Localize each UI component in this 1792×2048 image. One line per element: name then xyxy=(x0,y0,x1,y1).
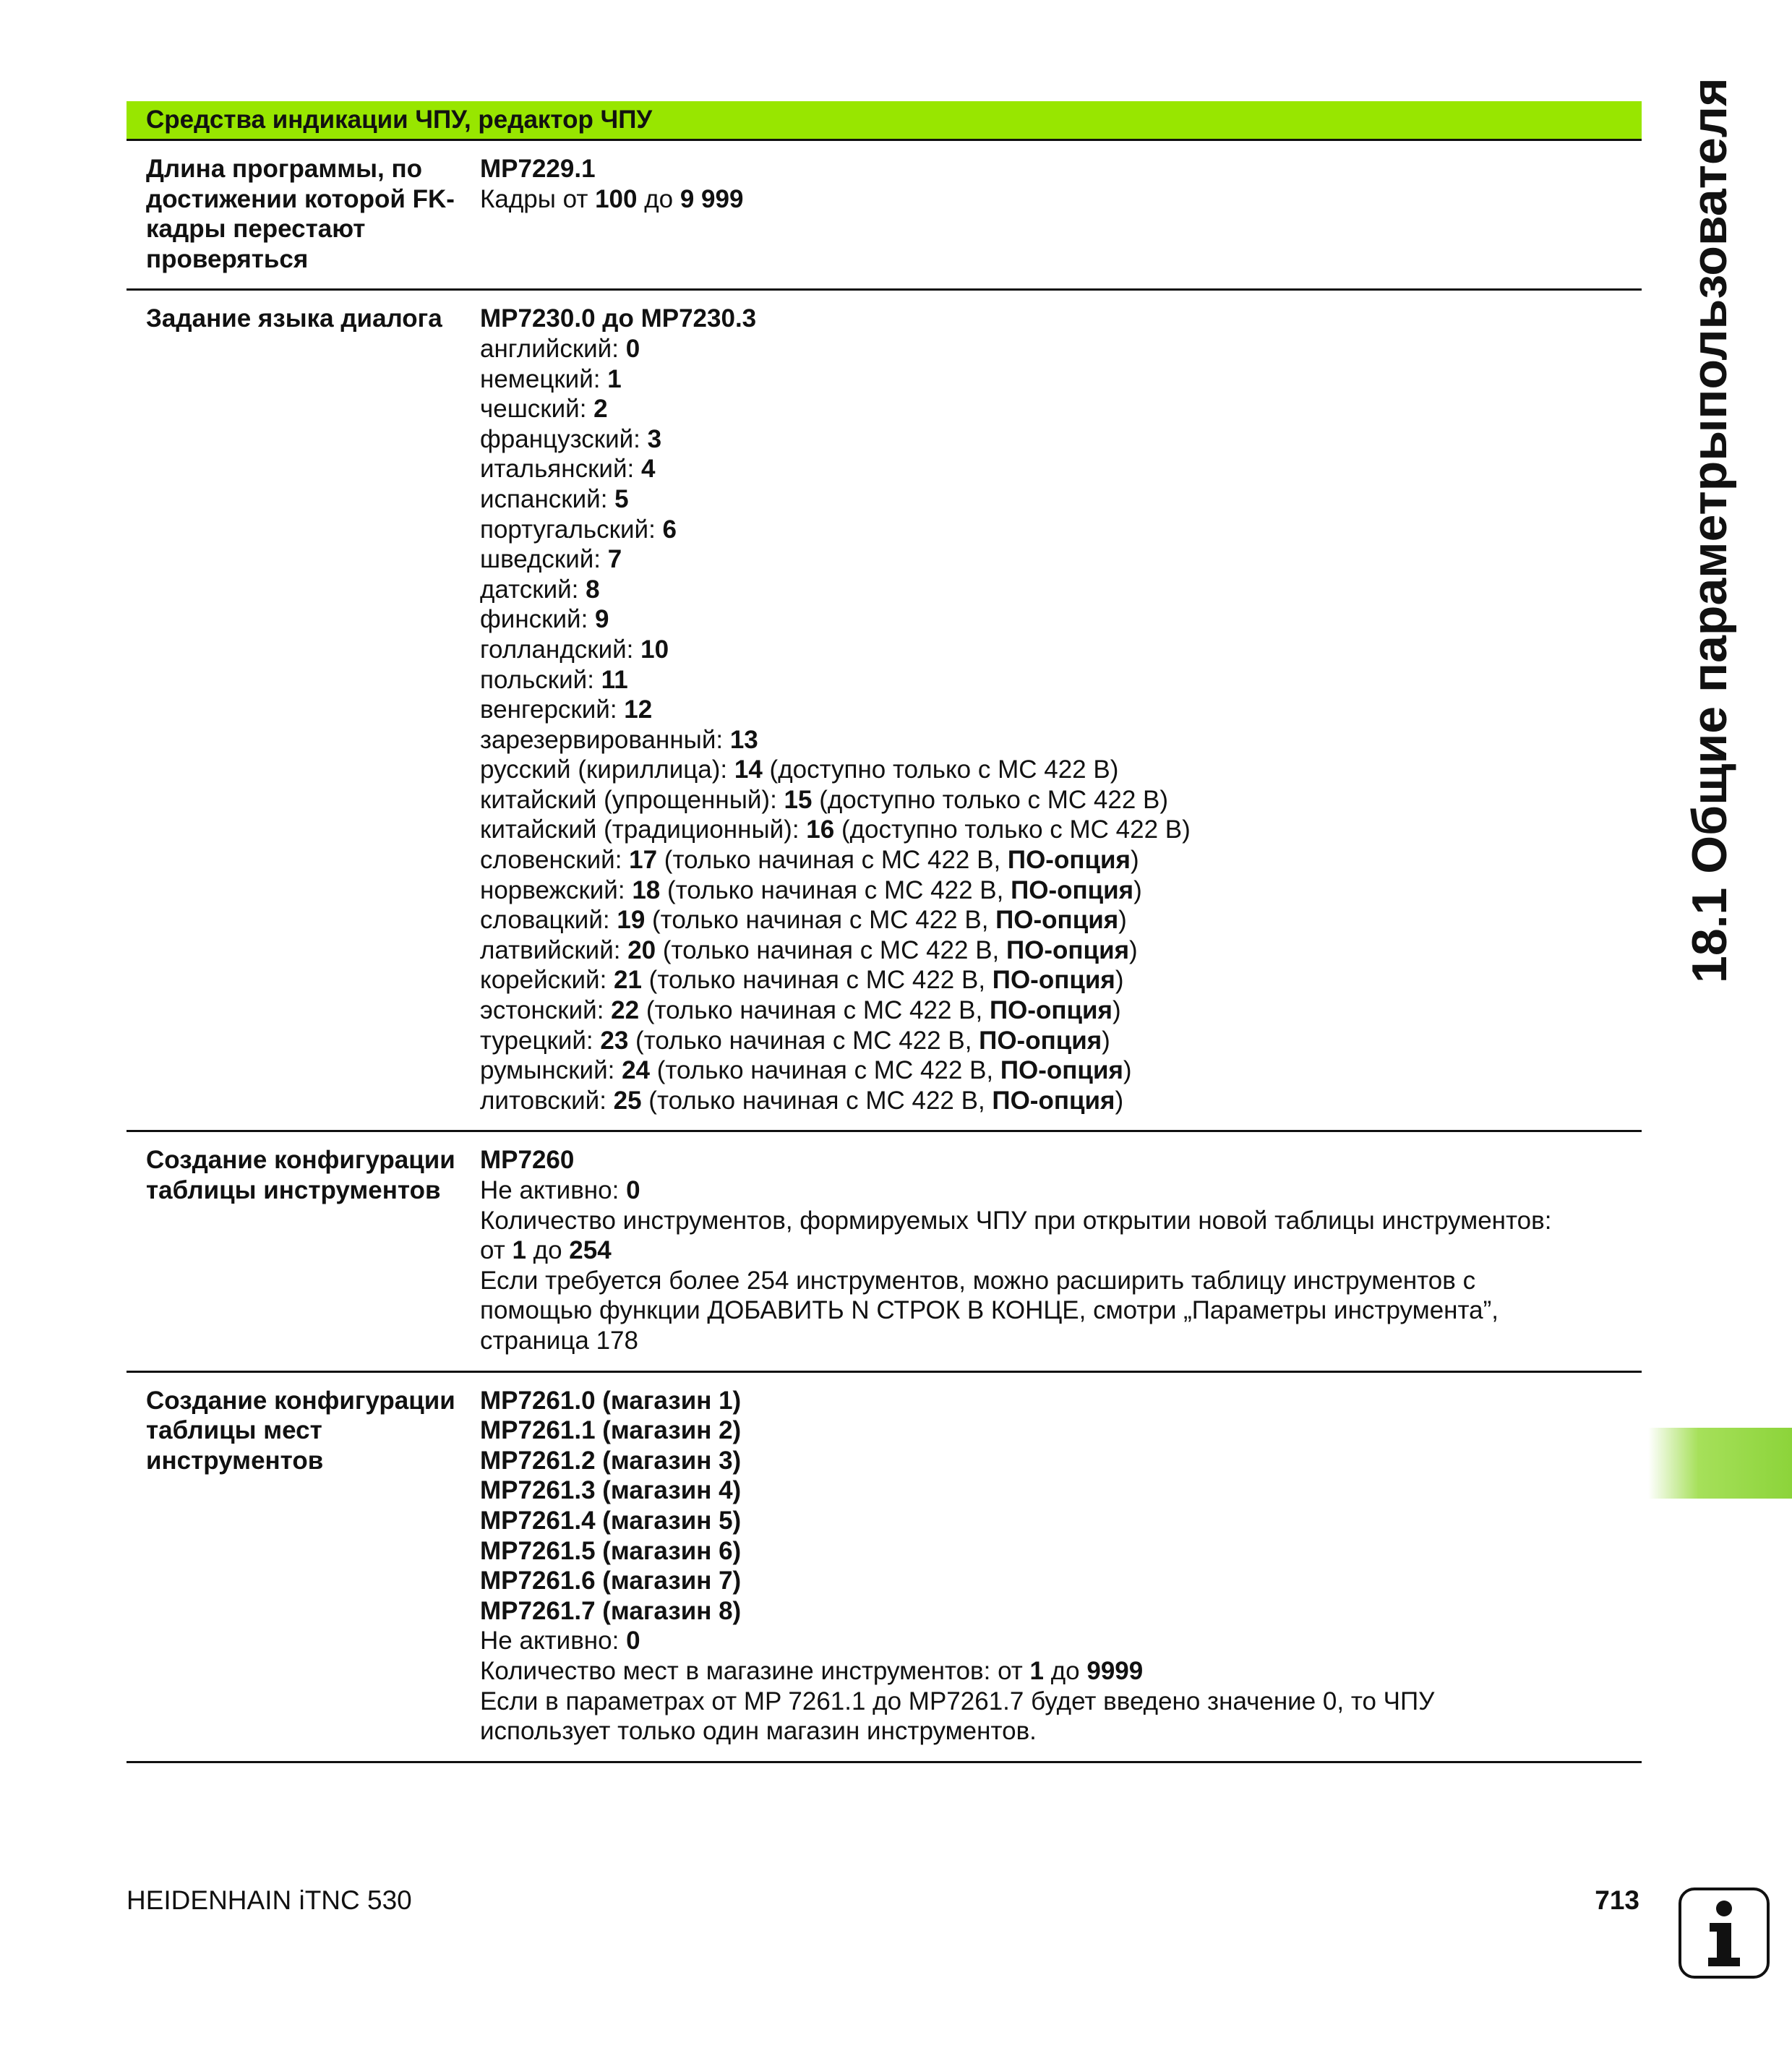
content-line xyxy=(480,1687,1627,1717)
text-segment: (только начиная с MC 422 B, xyxy=(660,875,1011,904)
content-line xyxy=(480,1626,1627,1656)
row-label: Создание конфигурации таблицы инструментов xyxy=(146,1146,455,1204)
bold-text: 1 xyxy=(1029,1656,1045,1685)
content-line xyxy=(480,424,1627,455)
text-segment: венгерский: xyxy=(480,695,625,724)
content-line xyxy=(480,1206,1627,1236)
bold-text: 10 xyxy=(640,635,669,664)
text-segment: немецкий: xyxy=(480,364,608,393)
bold-text: 5 xyxy=(614,484,629,513)
bold-text: 11 xyxy=(601,665,628,694)
content-line xyxy=(480,1175,1627,1206)
text-segment: эстонский: xyxy=(480,996,612,1025)
text-segment: ) xyxy=(1115,1086,1124,1115)
text-segment: до xyxy=(637,184,680,213)
row-label: Создание конфигурации таблицы мест инструментов xyxy=(146,1386,455,1475)
text-segment: латвийский: xyxy=(480,935,628,964)
text-segment: Не активно: xyxy=(480,1176,627,1204)
text-segment: Кадры от xyxy=(480,184,596,213)
content-line xyxy=(480,1326,1627,1356)
bold-text: ПО-опция xyxy=(989,996,1113,1025)
bold-text: MP7261.5 (магазин 6) xyxy=(480,1536,742,1565)
text-segment: португальский: xyxy=(480,515,663,544)
text-segment: китайский (традиционный): xyxy=(480,815,807,844)
text-segment: Количество инструментов, формируемых ЧПУ при открытии новой таблицы инструментов: xyxy=(480,1206,1552,1235)
content-line xyxy=(480,635,1627,665)
table-row xyxy=(127,1132,1642,1372)
row-label: Задание языка диалога xyxy=(146,304,442,333)
bold-text: 100 xyxy=(595,184,638,213)
text-segment: финский: xyxy=(480,605,596,634)
page-number: 713 xyxy=(1595,1885,1639,1915)
content-line xyxy=(480,935,1627,966)
text-segment: (только начиная с MC 422 B, xyxy=(645,906,996,935)
bold-text: MP7261.4 (магазин 5) xyxy=(480,1506,742,1535)
content-line xyxy=(480,1536,1627,1567)
content-line xyxy=(480,965,1627,995)
content-line xyxy=(480,1475,1627,1506)
bold-text: 0 xyxy=(626,1176,640,1204)
text-segment: Не активно: xyxy=(480,1627,627,1655)
text-segment: ) xyxy=(1118,906,1127,935)
chapter-side-title: 18.1 Общие параметрыпользователя xyxy=(1682,77,1737,983)
text-segment: использует только один магазин инструментов. xyxy=(480,1717,1037,1746)
text-segment: голландский: xyxy=(480,635,641,664)
text-segment: (только начиная с MC 422 B, xyxy=(657,846,1008,875)
content-line xyxy=(480,1566,1627,1596)
bold-text: ПО-опция xyxy=(992,966,1115,995)
content-line xyxy=(480,815,1627,845)
bold-text: 0 xyxy=(626,1627,640,1655)
content-line xyxy=(480,575,1627,605)
content-line xyxy=(480,184,1627,215)
text-segment: (только начиная с MC 422 B, xyxy=(628,1026,979,1055)
content-line xyxy=(480,995,1627,1026)
bold-text: ПО-опция xyxy=(1007,846,1131,875)
bold-text: ПО-опция xyxy=(1006,935,1130,964)
content-line xyxy=(480,1415,1627,1446)
bold-text: 9 xyxy=(595,605,609,634)
bold-text: ПО-опция xyxy=(979,1026,1102,1055)
text-segment: (доступно только с MC 422 B) xyxy=(762,755,1119,784)
text-segment: ) xyxy=(1112,996,1121,1025)
text-segment: до xyxy=(1044,1656,1087,1685)
row-label: Длина программы, по достижении которой FK-кадры перестают проверяться xyxy=(146,155,455,273)
content-line xyxy=(480,1716,1627,1747)
text-segment: (доступно только с MC 422 B) xyxy=(812,785,1169,814)
text-segment: (только начиная с MC 422 B, xyxy=(641,966,993,995)
text-segment: русский (кириллица): xyxy=(480,755,734,784)
text-segment: польский: xyxy=(480,665,601,694)
content-line xyxy=(480,1295,1627,1326)
bold-text: 18 xyxy=(632,875,661,904)
bold-text: MP7261.0 (магазин 1) xyxy=(480,1386,742,1415)
text-segment: ) xyxy=(1115,966,1124,995)
bold-text: MP7230.0 до MP7230.3 xyxy=(480,304,757,333)
bold-text: 9 999 xyxy=(679,184,744,213)
text-segment: литовский: xyxy=(480,1086,614,1115)
bold-text: 7 xyxy=(607,545,622,574)
text-segment: зарезервированный: xyxy=(480,725,730,754)
bold-text: 1 xyxy=(512,1236,526,1265)
text-segment: (доступно только с MC 422 B) xyxy=(834,815,1191,844)
content-line xyxy=(480,905,1627,935)
bold-text: MP7260 xyxy=(480,1146,575,1175)
content-line xyxy=(480,154,1627,184)
content-line xyxy=(480,1266,1627,1296)
bold-text: 25 xyxy=(613,1086,642,1115)
table-row xyxy=(127,291,1642,1132)
text-segment: от xyxy=(480,1236,513,1265)
content-line xyxy=(480,394,1627,424)
text-segment: ) xyxy=(1129,935,1138,964)
bold-text: 254 xyxy=(569,1236,612,1265)
row-content xyxy=(480,1386,1642,1747)
content-line xyxy=(480,454,1627,484)
text-segment: ) xyxy=(1123,1056,1132,1085)
bold-text: 22 xyxy=(611,996,640,1025)
content-line xyxy=(480,845,1627,875)
footer-product: HEIDENHAIN iTNC 530 xyxy=(127,1885,412,1915)
content-line xyxy=(480,1446,1627,1476)
bold-text: ПО-опция xyxy=(1000,1056,1123,1085)
bold-text: 4 xyxy=(640,455,656,484)
content-line xyxy=(480,544,1627,575)
content-line xyxy=(480,1086,1627,1116)
text-segment: Если в параметрах от MP 7261.1 до MP7261.7 будет введено значение 0, то ЧПУ xyxy=(480,1687,1435,1715)
text-segment: китайский (упрощенный): xyxy=(480,785,784,814)
content-line xyxy=(480,1145,1627,1175)
content-line xyxy=(480,604,1627,635)
bold-text: 17 xyxy=(629,846,658,875)
content-line xyxy=(480,665,1627,695)
text-segment: словенский: xyxy=(480,846,630,875)
table-row xyxy=(127,141,1642,291)
table-header: Средства индикации ЧПУ, редактор ЧПУ xyxy=(127,101,1642,141)
bold-text: 13 xyxy=(729,725,758,754)
bold-text: ПО-опция xyxy=(1011,875,1134,904)
bold-text: ПО-опция xyxy=(995,906,1119,935)
text-segment: Количество мест в магазине инструментов: от xyxy=(480,1656,1030,1685)
content-line xyxy=(480,484,1627,515)
row-content xyxy=(480,304,1642,1115)
text-segment: английский: xyxy=(480,334,626,363)
content-line xyxy=(480,785,1627,815)
text-segment: (только начиная с MC 422 B, xyxy=(656,935,1006,964)
chapter-tab-marker xyxy=(1648,1428,1792,1499)
text-segment: до xyxy=(526,1236,570,1265)
text-segment: (только начиная с MC 422 B, xyxy=(650,1056,1000,1085)
bold-text: 15 xyxy=(784,785,813,814)
bold-text: ПО-опция xyxy=(992,1086,1115,1115)
info-icon xyxy=(1678,1887,1770,1979)
text-segment: словацкий: xyxy=(480,906,617,935)
text-segment: ) xyxy=(1130,846,1139,875)
parameter-table xyxy=(127,101,1642,1763)
text-segment: страница 178 xyxy=(480,1326,638,1355)
content-line xyxy=(480,1235,1627,1266)
text-segment: итальянский: xyxy=(480,455,641,484)
text-segment: шведский: xyxy=(480,545,608,574)
text-segment: норвежский: xyxy=(480,875,633,904)
content-line xyxy=(480,334,1627,364)
content-line xyxy=(480,875,1627,906)
content-line xyxy=(480,515,1627,545)
bold-text: 12 xyxy=(624,695,653,724)
bold-text: MP7229.1 xyxy=(480,155,596,183)
bold-text: 16 xyxy=(806,815,835,844)
bold-text: 21 xyxy=(614,966,642,995)
row-content xyxy=(480,1145,1642,1355)
text-segment: румынский: xyxy=(480,1056,622,1085)
text-segment: французский: xyxy=(480,424,648,453)
bold-text: 24 xyxy=(622,1056,651,1085)
row-content xyxy=(480,154,1642,274)
content-line xyxy=(480,364,1627,395)
text-segment: датский: xyxy=(480,575,586,604)
text-segment: помощью функции ДОБАВИТЬ N СТРОК В КОНЦЕ, смотри „Параметры инструмента”, xyxy=(480,1296,1499,1325)
bold-text: MP7261.1 (магазин 2) xyxy=(480,1416,742,1445)
text-segment: чешский: xyxy=(480,395,594,424)
content-line xyxy=(480,1596,1627,1627)
bold-text: 0 xyxy=(625,334,640,363)
content-line xyxy=(480,695,1627,725)
bold-text: 1 xyxy=(607,364,622,393)
content-line xyxy=(480,1386,1627,1416)
content-line xyxy=(480,1055,1627,1086)
content-line xyxy=(480,1506,1627,1536)
text-segment: (только начиная с MC 422 B, xyxy=(641,1086,993,1115)
text-segment: ) xyxy=(1102,1026,1110,1055)
bold-text: 9999 xyxy=(1086,1656,1144,1685)
bold-text: 23 xyxy=(600,1026,629,1055)
content-line xyxy=(480,755,1627,785)
bold-text: 20 xyxy=(627,935,656,964)
content-line xyxy=(480,1026,1627,1056)
table-body xyxy=(127,141,1642,1763)
table-row xyxy=(127,1373,1642,1763)
content-line xyxy=(480,304,1627,334)
bold-text: MP7261.7 (магазин 8) xyxy=(480,1596,742,1625)
bold-text: 3 xyxy=(647,424,662,453)
bold-text: MP7261.6 (магазин 7) xyxy=(480,1567,742,1595)
text-segment: (только начиная с MC 422 B, xyxy=(639,996,990,1025)
text-segment: корейский: xyxy=(480,966,614,995)
bold-text: 8 xyxy=(586,575,600,604)
content-line xyxy=(480,725,1627,755)
bold-text: 6 xyxy=(662,515,677,544)
bold-text: 14 xyxy=(734,755,763,784)
bold-text: 19 xyxy=(617,906,646,935)
bold-text: MP7261.3 (магазин 4) xyxy=(480,1476,742,1505)
text-segment: ) xyxy=(1133,875,1142,904)
bold-text: MP7261.2 (магазин 3) xyxy=(480,1446,742,1475)
content-line xyxy=(480,1656,1627,1687)
text-segment: Если требуется более 254 инструментов, можно расширить таблицу инструментов с xyxy=(480,1266,1476,1295)
text-segment: испанский: xyxy=(480,484,615,513)
bold-text: 2 xyxy=(593,395,608,424)
text-segment: турецкий: xyxy=(480,1026,601,1055)
